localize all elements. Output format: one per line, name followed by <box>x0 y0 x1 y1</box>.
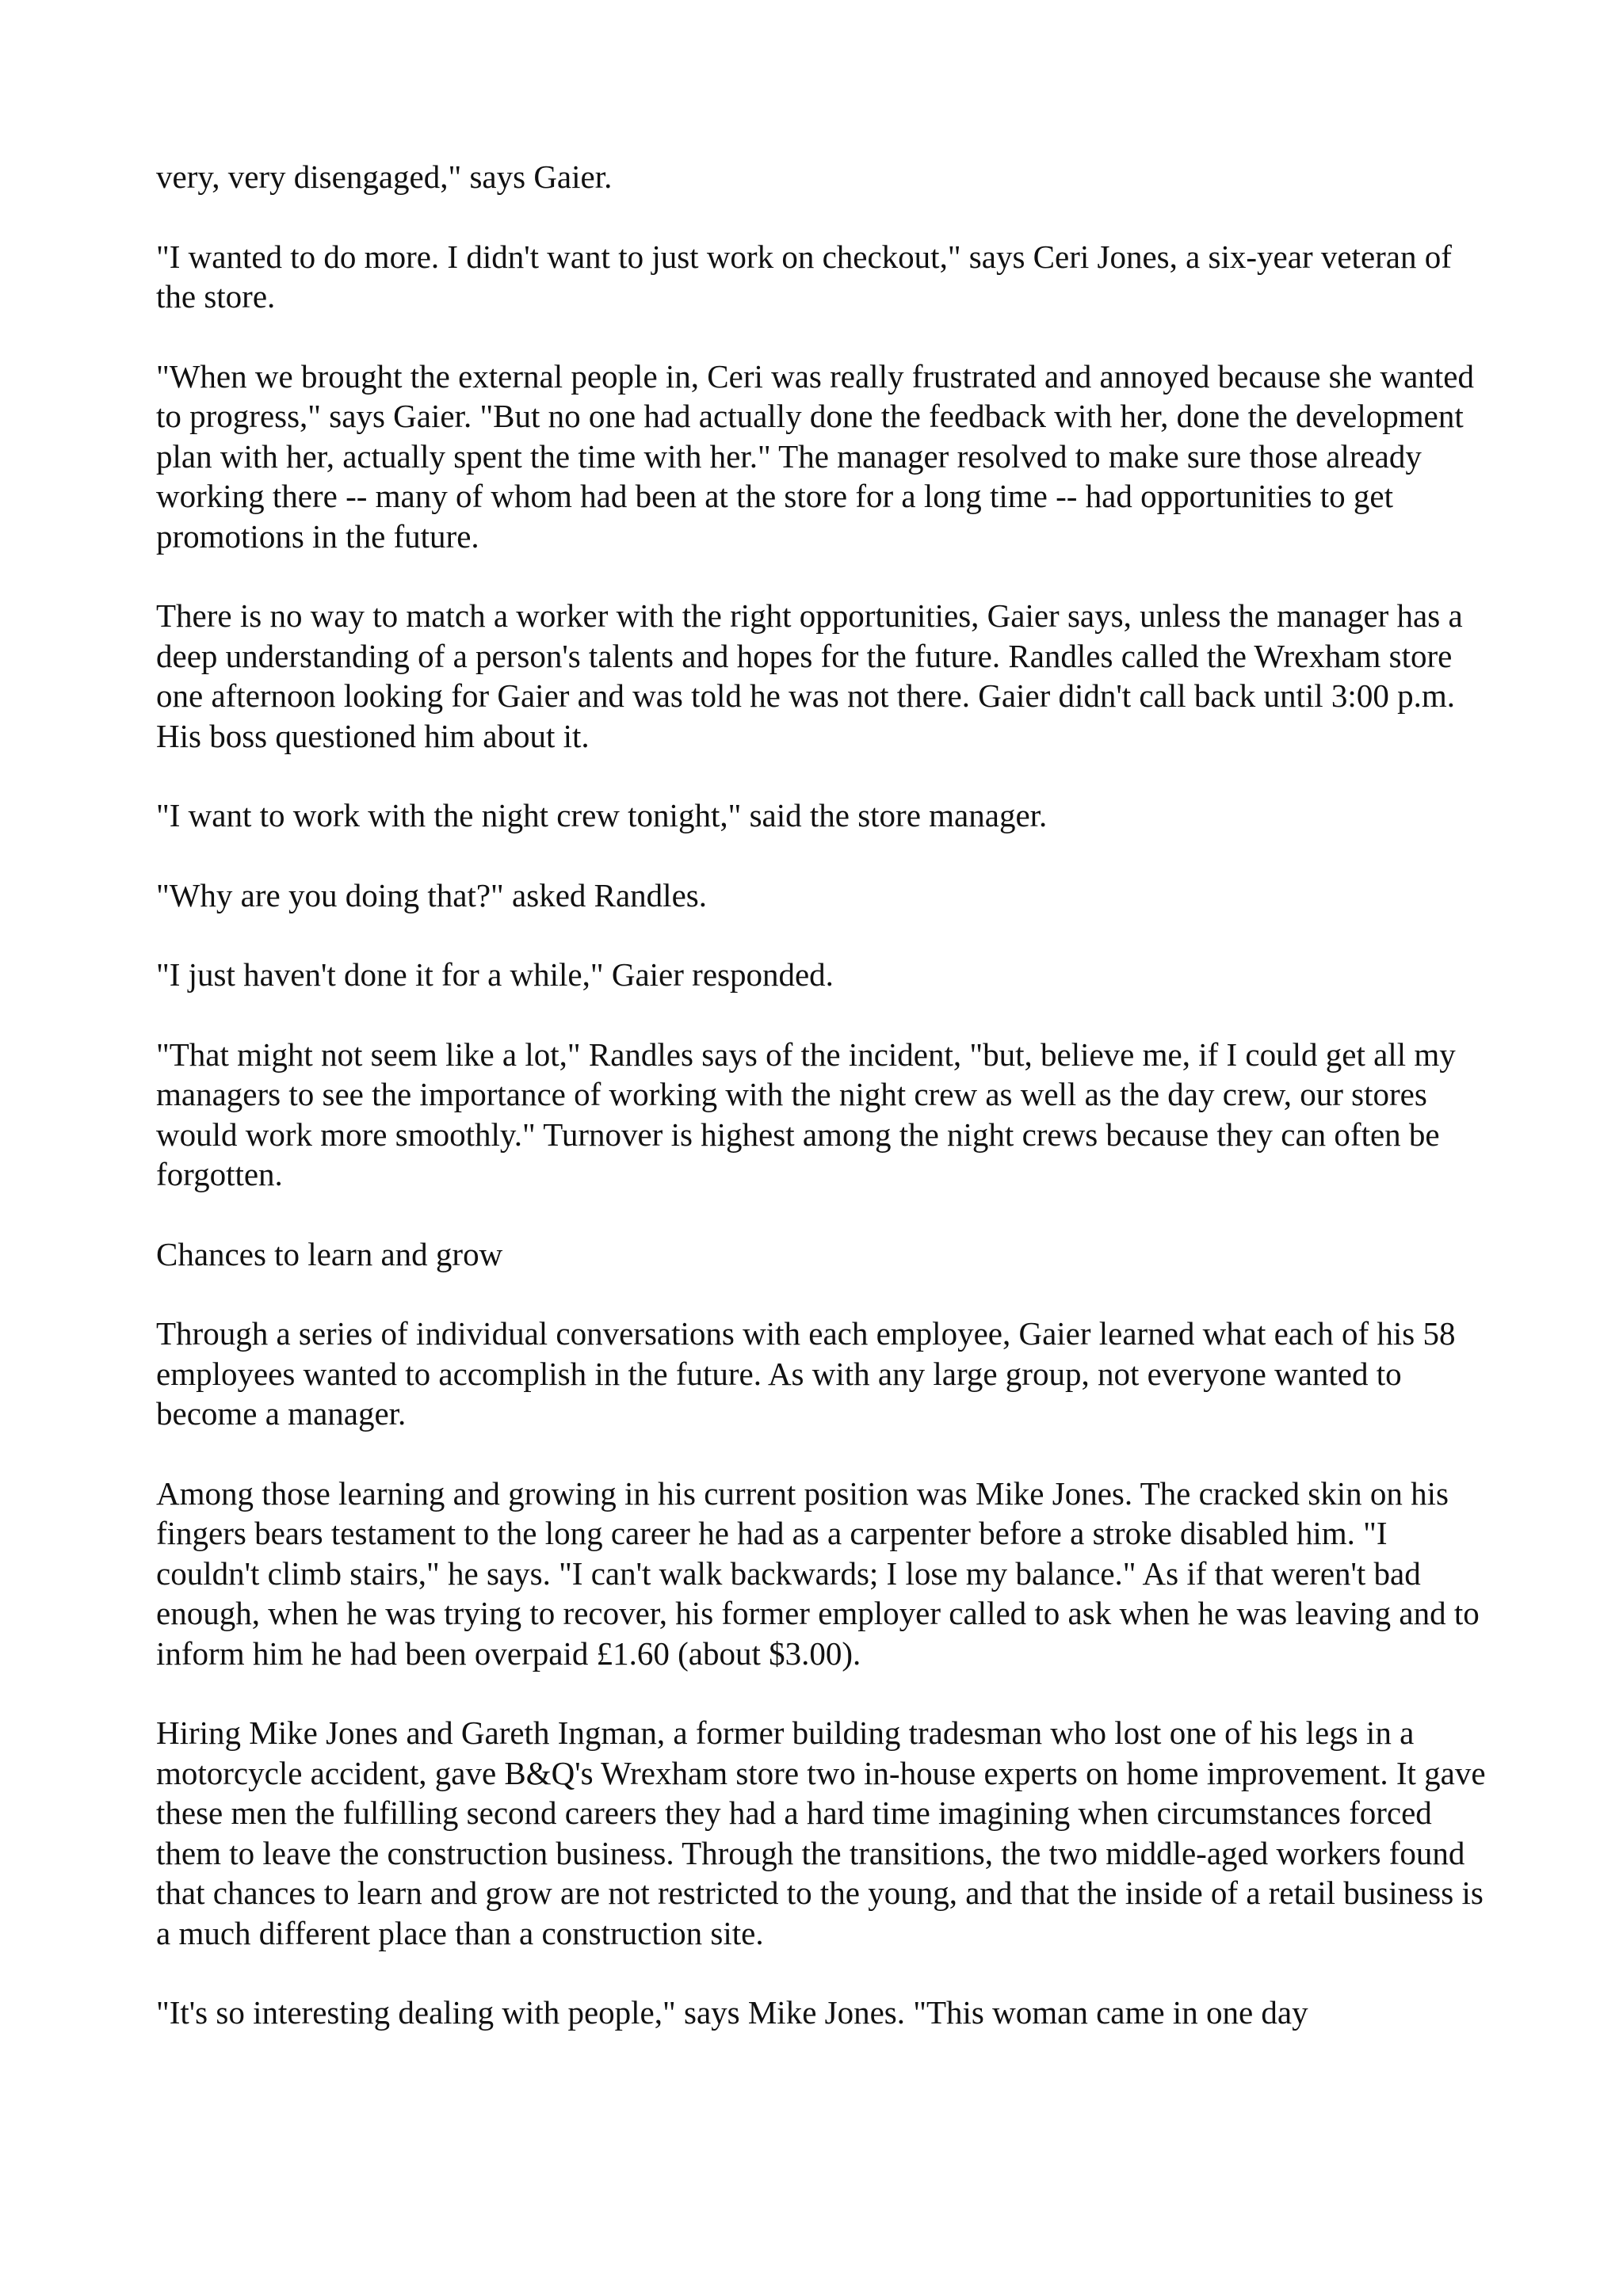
paragraph-match-worker: There is no way to match a worker with the right opportunities, Gaier says, unless the manager has a deep understanding of a person's talents and hopes for the future. Randles called the Wrexham store one afternoon looking for Gaier and was told he was not there. Gaier didn't call back until 3:00 p.m. His boss questioned him about it. <box>156 597 1463 754</box>
paragraph-disengaged: very, very disengaged," says Gaier. <box>156 158 613 195</box>
paragraph-ceri-quote: "I wanted to do more. I didn't want to just work on checkout," says Ceri Jones, a six-year veteran of the store. <box>156 238 1452 315</box>
paragraph-hiring: Hiring Mike Jones and Gareth Ingman, a former building tradesman who lost one of his legs in a motorcycle accident, gave B&Q's Wrexham store two in-house experts on home improvement. It gave these men the fulfilling second careers they had a hard time imagining when circumstances forced them to leave the construction business. Through the transitions, the two middle-aged workers found that chances to learn and grow are not restricted to the young, and that the inside of a retail business is a much different place than a construction site. <box>156 1714 1486 1951</box>
paragraph-randles-question: "Why are you doing that?" asked Randles. <box>156 876 707 913</box>
paragraph-interesting-people: "It's so interesting dealing with people," says Mike Jones. "This woman came in one day <box>156 1994 1308 2031</box>
paragraph-gaier-response: "I just haven't done it for a while," Gaier responded. <box>156 956 834 993</box>
section-heading-learn-grow: Chances to learn and grow <box>156 1235 503 1272</box>
document-body <box>156 157 1487 2033</box>
paragraph-incident: "That might not seem like a lot," Randles says of the incident, "but, believe me, if I could get all my managers to see the importance of working with the night crew as well as the day crew, our stores would work more smoothly." Turnover is highest among the night crews because they can often be forgotten. <box>156 1035 1456 1192</box>
paragraph-external-people: "When we brought the external people in, Ceri was really frustrated and annoyed because she wanted to progress," says Gaier. "But no one had actually done the feedback with her, done the development plan with her, actually spent the time with her." The manager resolved to make sure those already working there -- many of whom had been at the store for a long time -- had opportunities to get promotions in the future. <box>156 357 1474 555</box>
paragraph-night-crew-quote: "I want to work with the night crew tonight," said the store manager. <box>156 797 1048 833</box>
paragraph-mike-jones: Among those learning and growing in his current position was Mike Jones. The cracked skin on his fingers bears testament to the long career he had as a carpenter before a stroke disabled him. "I couldn't climb stairs," he says. "I can't walk backwards; I lose my balance." As if that weren't bad enough, when he was trying to recover, his former employer called to ask when he was leaving and to inform him he had been overpaid £1.60 (about $3.00). <box>156 1474 1480 1672</box>
paragraph-conversations: Through a series of individual conversations with each employee, Gaier learned what each of his 58 employees wanted to accomplish in the future. As with any large group, not everyone wanted to become a manager. <box>156 1315 1456 1432</box>
